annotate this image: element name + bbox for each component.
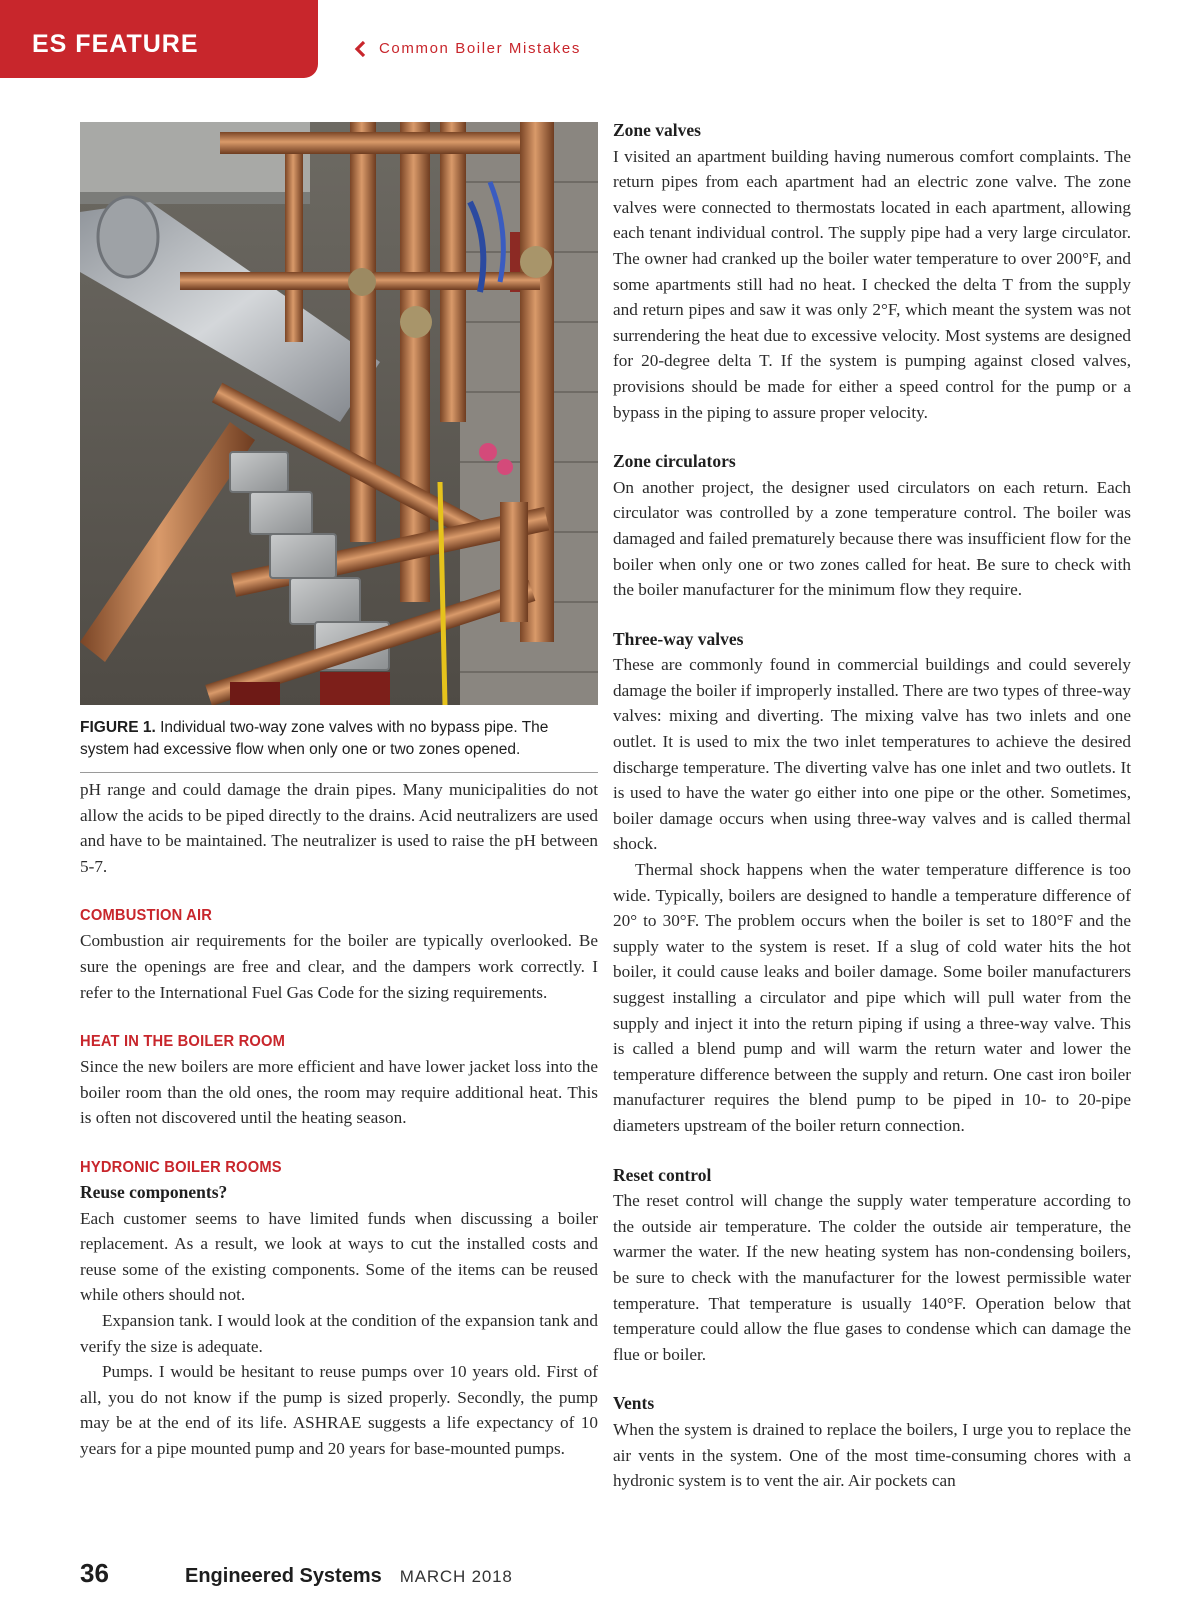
paragraph: The reset control will change the supply water temperature according to the outside air temperature. The colder the outside air temperature, the warmer the water. If the new heating system has non-condensing boilers, be sure to check with the manufacturer for the lowest permissible water temperature. That temperature is usually 140°F. Operation below that temperature could allow the flue gases to condense which can damage the flue or boiler.: [613, 1191, 1131, 1364]
paragraph: Thermal shock happens when the water temperature difference is too wide. Typically, boilers are designed to handle a temperature difference of 20° to 30°F. The problem occurs when the boiler is set to 180°F and the supply water to the system is reset. If a slug of cold water hits the hot boiler, it could cause leaks and boiler damage. Some boiler manufacturers suggest installing a circulator and pipe which will pull water from the supply and inject it into the return piping if using a three-way valve. This is called a blend pump and will warm the return water and lower the temperature difference between the supply and return. One cast iron boiler manufacturer requires the blend pump to be piped in 10- to 20-pipe diameters upstream of the boiler return connection.: [613, 860, 1131, 1135]
figure-photo: [80, 122, 598, 705]
paragraph: Pumps. I would be hesitant to reuse pumps over 10 years old. First of all, you do not know if the pump is sized properly. Secondly, the pump may be at the end of its life. ASHRAE suggests a life expectancy of 10 years for a pipe mounted pump and 20 years for base-mounted pumps.: [80, 1362, 598, 1458]
section-heading: HEAT IN THE BOILER ROOM: [80, 1033, 286, 1051]
figure-caption-text: Individual two-way zone valves with no bypass pipe. The system had excessive flow when only one or two zones opened.: [80, 719, 549, 758]
caption-divider: [80, 772, 598, 773]
breadcrumb[interactable]: [353, 40, 581, 57]
paragraph: On another project, the designer used circulators on each return. Each circulator was controlled by a zone temperature control. The boiler was damaged and failed prematurely because there was insufficient flow for the boiler when only one or two zones called for heat. Be sure to check with the boiler manufacturer for the minimum flow they require.: [613, 477, 1131, 600]
paragraph: I visited an apartment building having numerous comfort complaints. The return pipes from each apartment had an electric zone valve. The zone valves were connected to thermostats located in each apartment, allowing each tenant individual control. The supply pipe had a very large circulator. The owner had cranked up the boiler water temperature to over 200°F, and some apartments still had no heat. I checked the delta T from the supply and return pipes and saw it was only 2°F, which meant the system was not surrendering the heat due to excessive velocity. Most systems are designed for 20-degree delta T. If the system is pumping against closed valves, provisions should be made for either a speed control for the pump or a bypass in the piping to assure proper velocity.: [613, 146, 1131, 422]
section-heading: COMBUSTION AIR: [80, 907, 213, 925]
paragraph: Expansion tank. I would look at the condition of the expansion tank and verify the size is adequate.: [80, 1310, 598, 1356]
right-column: [613, 118, 1131, 1494]
left-column: [80, 777, 598, 1461]
chevron-left-icon: [353, 41, 369, 57]
magazine-name: Engineered Systems: [185, 1565, 382, 1587]
paragraph: pH range and could damage the drain pipes. Many municipalities do not allow the acids to be piped directly to the drains. Acid neutralizers are used and have to be maintained. The neutralizer is used to raise the pH between 5-7.: [80, 780, 598, 876]
subheading: Three-way valves: [613, 628, 744, 649]
paragraph: Each customer seems to have limited funds when discussing a boiler replacement. As a result, we look at ways to cut the installed costs and reuse some of the existing components. Some of the items can be reused while others should not.: [80, 1208, 598, 1305]
paragraph: When the system is drained to replace the boilers, I urge you to replace the air vents in the system. One of the most time-consuming chores with a hydronic system is to vent the air. Air pockets can: [613, 1419, 1131, 1491]
breadcrumb-label: Common Boiler Mistakes: [379, 40, 581, 57]
figure-caption: [80, 717, 600, 761]
paragraph: These are commonly found in commercial buildings and could severely damage the boiler if improperly installed. There are two types of three-way valves: mixing and diverting. The mixing valve has two inlets and one outlet. It is used to mix the two inlet temperatures to achieve the desired discharge temperature. The diverting valve has one inlet and two outlets. It is used to have the water go either into one pipe or the other. Sometimes, boiler damage occurs when using three-way valves and is called thermal shock.: [613, 655, 1131, 854]
issue-date: MARCH 2018: [399, 1567, 513, 1586]
paragraph: Since the new boilers are more efficient and have lower jacket loss into the boiler room than the old ones, the room may require additional heat. This is often not discovered until the heating season.: [80, 1057, 598, 1128]
subheading: Zone valves: [613, 120, 701, 140]
subheading: Zone circulators: [613, 451, 736, 472]
subheading: Reuse components?: [80, 1181, 228, 1202]
section-heading: HYDRONIC BOILER ROOMS: [80, 1158, 282, 1176]
page-footer: [80, 1558, 513, 1589]
page-number: 36: [80, 1558, 109, 1588]
boiler-room-photo-illustration: [80, 122, 598, 705]
figure-label: FIGURE 1.: [80, 719, 156, 736]
subheading: Vents: [613, 1393, 655, 1414]
section-label: ES FEATURE: [32, 30, 199, 58]
section-tab: [0, 0, 318, 78]
paragraph: Combustion air requirements for the boiler are typically overlooked. Be sure the openings are free and clear, and the dampers work correctly. I refer to the International Fuel Gas Code for the sizing requirements.: [80, 931, 598, 1002]
subheading: Reset control: [613, 1164, 712, 1185]
